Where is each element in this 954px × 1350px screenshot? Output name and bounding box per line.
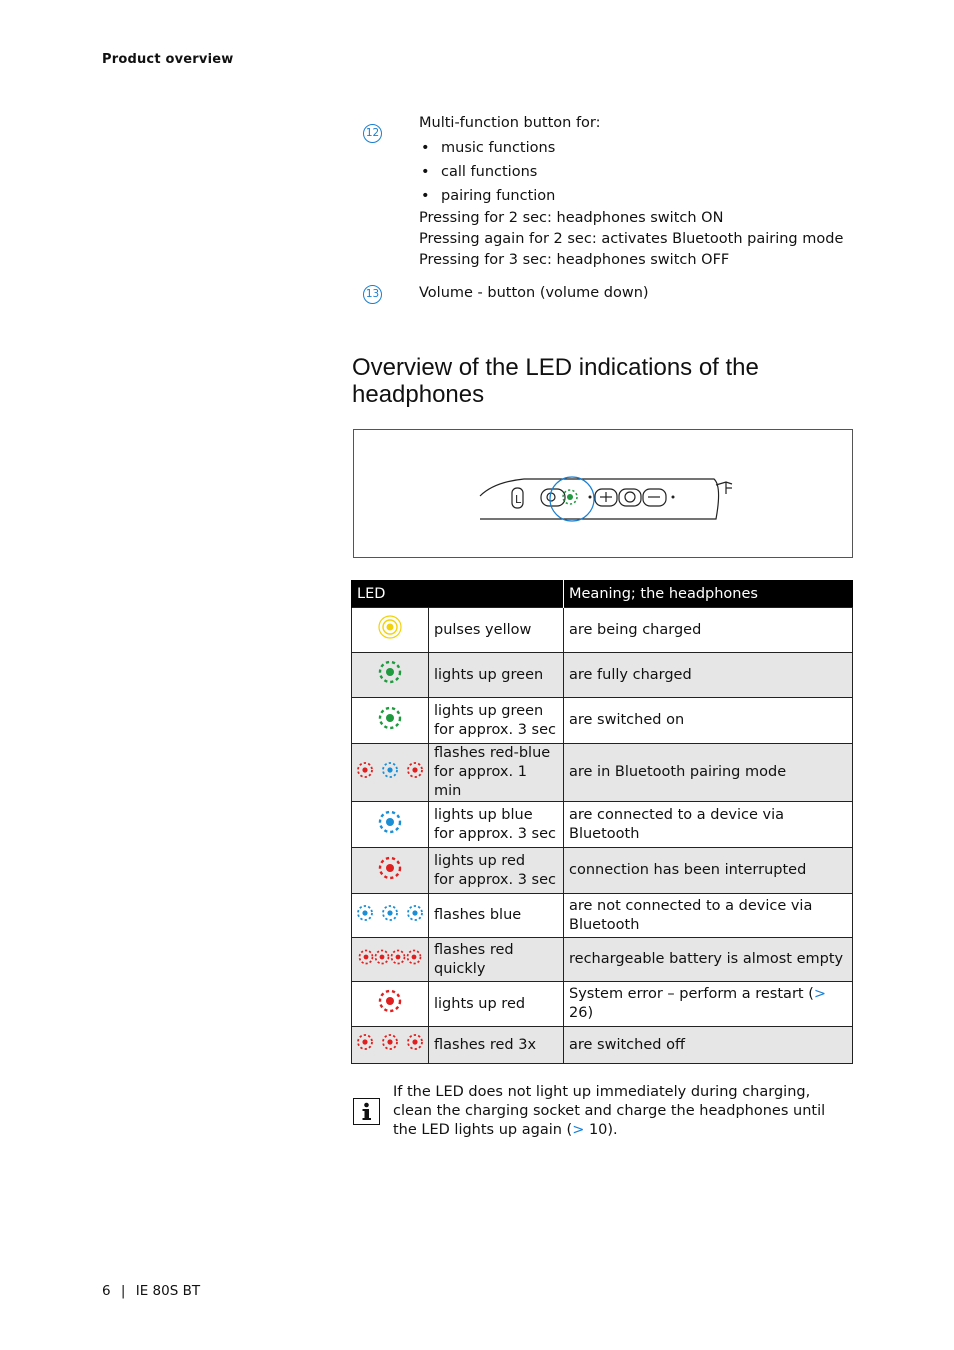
led-green-icon (375, 657, 405, 687)
led-state-cell (429, 1027, 564, 1064)
led-red-blue-flash-icon (353, 758, 427, 782)
product-name: IE 80S BT (135, 1283, 201, 1299)
led-state-text: pulses yellow (434, 621, 532, 638)
meaning-cell: are fully charged (564, 653, 853, 698)
led-state-cell (429, 802, 564, 848)
item-12-line: Pressing for 2 sec: headphones switch ON (419, 210, 724, 226)
remote-control-illustration (354, 430, 852, 557)
led-state-cell (429, 653, 564, 698)
item-12-description (419, 113, 859, 271)
led-red-flash-icon (353, 1030, 427, 1054)
table-row (352, 938, 853, 982)
meaning-cell: are connected to a device via Bluetooth (564, 802, 853, 848)
bullet-item: • pairing function (419, 184, 859, 208)
led-green-icon (375, 703, 405, 733)
item-13-description: Volume - button (volume down) (419, 285, 649, 301)
led-state-cell (429, 744, 564, 802)
led-icon-cell (352, 744, 429, 802)
meaning-cell: are in Bluetooth pairing mode (564, 744, 853, 802)
earpiece-label: L (515, 493, 522, 506)
led-blue-flash-icon (353, 901, 427, 925)
led-state-cell (429, 608, 564, 653)
led-icon-cell (352, 653, 429, 698)
led-state-text: lights up green (434, 702, 544, 719)
page-reference-arrow: > (813, 986, 827, 1002)
meaning-cell (564, 982, 853, 1027)
page-number: 6 (102, 1283, 111, 1299)
footer-separator: | (120, 1283, 126, 1299)
callout-number-13: 13 (363, 285, 382, 304)
table-row (352, 982, 853, 1027)
callout-number-12: 12 (363, 124, 382, 143)
table-row (352, 653, 853, 698)
info-icon (353, 1098, 380, 1125)
led-state-text: for approx. 3 sec (434, 871, 556, 888)
led-state-text: for approx. 1 min (434, 764, 527, 799)
led-state-text: quickly (434, 960, 486, 977)
led-icon-cell (352, 802, 429, 848)
led-state-cell (429, 938, 564, 982)
page-reference-arrow: > (572, 1122, 585, 1138)
led-icon-cell (352, 848, 429, 894)
led-state-text: flashes red 3x (434, 1036, 537, 1053)
led-red-icon (375, 853, 405, 883)
bullet-item: • music functions (419, 136, 859, 160)
item-12-intro: Multi-function button for: (419, 115, 601, 131)
page-footer (102, 1283, 200, 1299)
item-12-line: Pressing again for 2 sec: activates Bluetooth pairing mode (419, 231, 844, 247)
led-icon-cell (352, 608, 429, 653)
table-row (352, 744, 853, 802)
table-row (352, 608, 853, 653)
column-header-led: LED (352, 580, 564, 608)
table-row (352, 1027, 853, 1064)
led-state-text: lights up red (434, 852, 526, 869)
led-yellow-pulse-icon (375, 612, 405, 642)
led-state-text: lights up green (434, 666, 544, 683)
led-indication-table (351, 580, 853, 1064)
bullet-item: • call functions (419, 160, 859, 184)
info-note (393, 1083, 853, 1140)
meaning-cell: are not connected to a device via Bluetooth (564, 894, 853, 938)
table-row (352, 802, 853, 848)
led-state-text: flashes red-blue (434, 745, 551, 761)
meaning-cell: are switched off (564, 1027, 853, 1064)
item-12-line: Pressing for 3 sec: headphones switch OFF (419, 252, 730, 268)
section-title: Overview of the LED indications of the headphones (352, 354, 759, 408)
led-state-cell (429, 848, 564, 894)
led-red-quick-flash-icon (353, 945, 427, 969)
remote-control-figure (353, 429, 853, 558)
meaning-cell: rechargeable battery is almost empty (564, 938, 853, 982)
led-icon-cell (352, 1027, 429, 1064)
meaning-cell: are switched on (564, 698, 853, 744)
column-header-meaning: Meaning; the headphones (564, 580, 853, 608)
running-header: Product overview (102, 52, 234, 67)
table-header-row (352, 580, 853, 608)
led-state-cell (429, 894, 564, 938)
meaning-text: System error – perform a restart ( (569, 986, 814, 1002)
note-text: If the LED does not light up immediately during charging, clean the charging socket and charge the headphones until the LED lights up again ( (393, 1084, 826, 1138)
led-blue-icon (375, 807, 405, 837)
table-row (352, 894, 853, 938)
led-state-text: for approx. 3 sec (434, 721, 556, 738)
item-12-bullet-list (419, 136, 859, 208)
meaning-cell: connection has been interrupted (564, 848, 853, 894)
led-state-text: for approx. 3 sec (434, 825, 556, 842)
led-state-text: lights up red (434, 995, 526, 1012)
page-reference: 26) (569, 1005, 594, 1021)
led-red-icon (375, 986, 405, 1016)
table-row (352, 848, 853, 894)
led-state-text: flashes red (434, 941, 514, 958)
table-row (352, 698, 853, 744)
meaning-cell: are being charged (564, 608, 853, 653)
page-reference: 10). (584, 1122, 618, 1138)
led-state-cell (429, 698, 564, 744)
led-icon-cell (352, 938, 429, 982)
led-state-text: flashes blue (434, 907, 522, 923)
led-state-text: lights up blue (434, 806, 533, 823)
led-icon-cell (352, 982, 429, 1027)
led-icon-cell (352, 698, 429, 744)
led-state-cell (429, 982, 564, 1027)
led-icon-cell (352, 894, 429, 938)
